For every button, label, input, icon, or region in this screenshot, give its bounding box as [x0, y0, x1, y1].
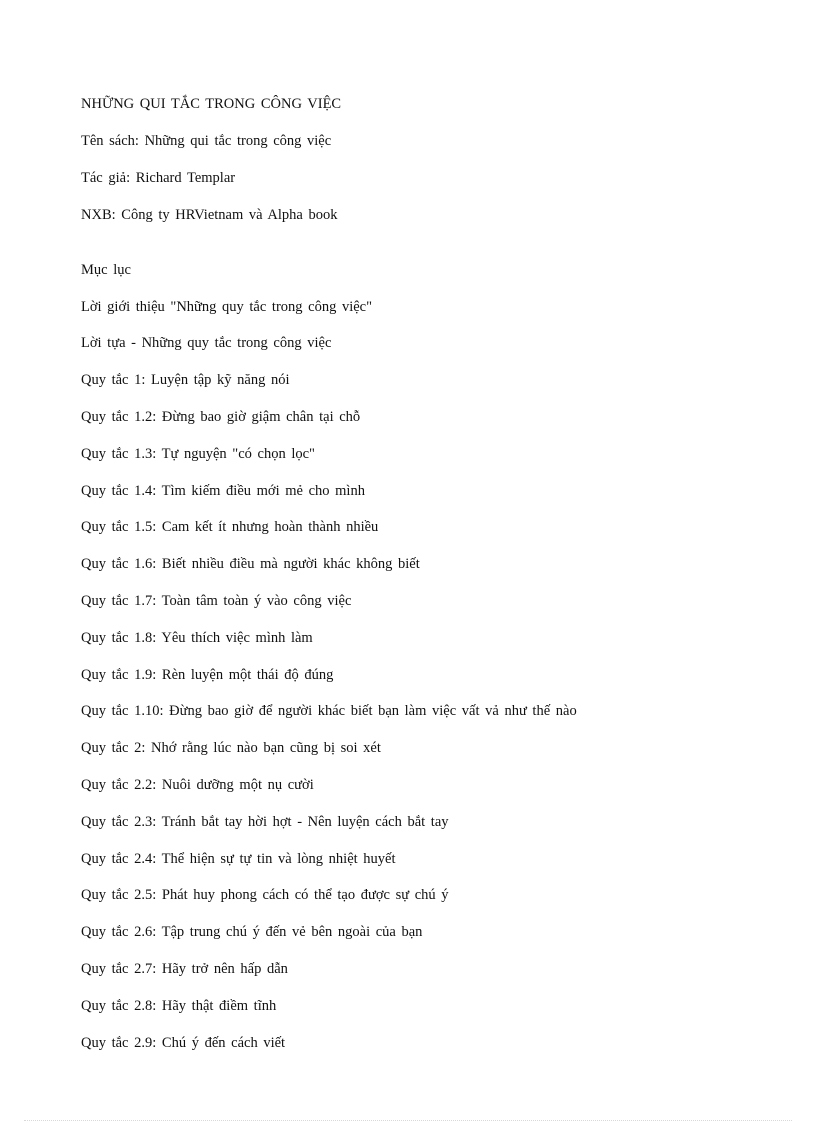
toc-item: Quy tắc 1: Luyện tập kỹ năng nói [81, 372, 290, 388]
toc-item: Quy tắc 1.7: Toàn tâm toàn ý vào công việc [81, 593, 352, 609]
toc-item: Quy tắc 2.9: Chú ý đến cách viết [81, 1035, 286, 1051]
toc-item: Quy tắc 1.2: Đừng bao giờ giậm chân tại chỗ [81, 409, 361, 425]
toc-item: Quy tắc 2.5: Phát huy phong cách có thể tạo được sự chú ý [81, 887, 449, 903]
toc-item: Quy tắc 2.3: Tránh bắt tay hời hợt - Nên luyện cách bắt tay [81, 814, 449, 830]
toc-item: Quy tắc 2.7: Hãy trở nên hấp dẫn [81, 961, 288, 977]
toc-item: Quy tắc 1.4: Tìm kiếm điều mới mẻ cho mình [81, 483, 365, 499]
toc-item: Quy tắc 1.5: Cam kết ít nhưng hoàn thành nhiều [81, 519, 379, 535]
toc-item: Lời giới thiệu "Những quy tắc trong công việc" [81, 299, 373, 315]
toc-item: Quy tắc 2.8: Hãy thật điềm tĩnh [81, 998, 277, 1014]
page-bottom-divider [24, 1120, 792, 1121]
toc-item: Quy tắc 2.2: Nuôi dưỡng một nụ cười [81, 777, 314, 793]
toc-item: Quy tắc 2: Nhớ rằng lúc nào bạn cũng bị soi xét [81, 740, 381, 756]
toc-item: Quy tắc 1.6: Biết nhiều điều mà người khác không biết [81, 556, 420, 572]
toc-heading: Mục lục [81, 262, 131, 278]
publisher-line: NXB: Công ty HRVietnam và Alpha book [81, 207, 338, 223]
toc-item: Quy tắc 1.10: Đừng bao giờ để người khác biết bạn làm việc vất vả như thế nào [81, 703, 577, 719]
toc-item: Quy tắc 1.9: Rèn luyện một thái độ đúng [81, 667, 334, 683]
toc-item: Quy tắc 1.8: Yêu thích việc mình làm [81, 630, 313, 646]
toc-item: Quy tắc 2.6: Tập trung chú ý đến vẻ bên ngoài của bạn [81, 924, 423, 940]
book-name-line: Tên sách: Những qui tắc trong công việc [81, 133, 332, 149]
document-title: NHỮNG QUI TẮC TRONG CÔNG VIỆC [81, 96, 342, 112]
toc-item: Quy tắc 1.3: Tự nguyện "có chọn lọc" [81, 446, 315, 462]
author-line: Tác giả: Richard Templar [81, 170, 236, 186]
toc-item: Quy tắc 2.4: Thể hiện sự tự tin và lòng nhiệt huyết [81, 851, 396, 867]
toc-item: Lời tựa - Những quy tắc trong công việc [81, 335, 332, 351]
